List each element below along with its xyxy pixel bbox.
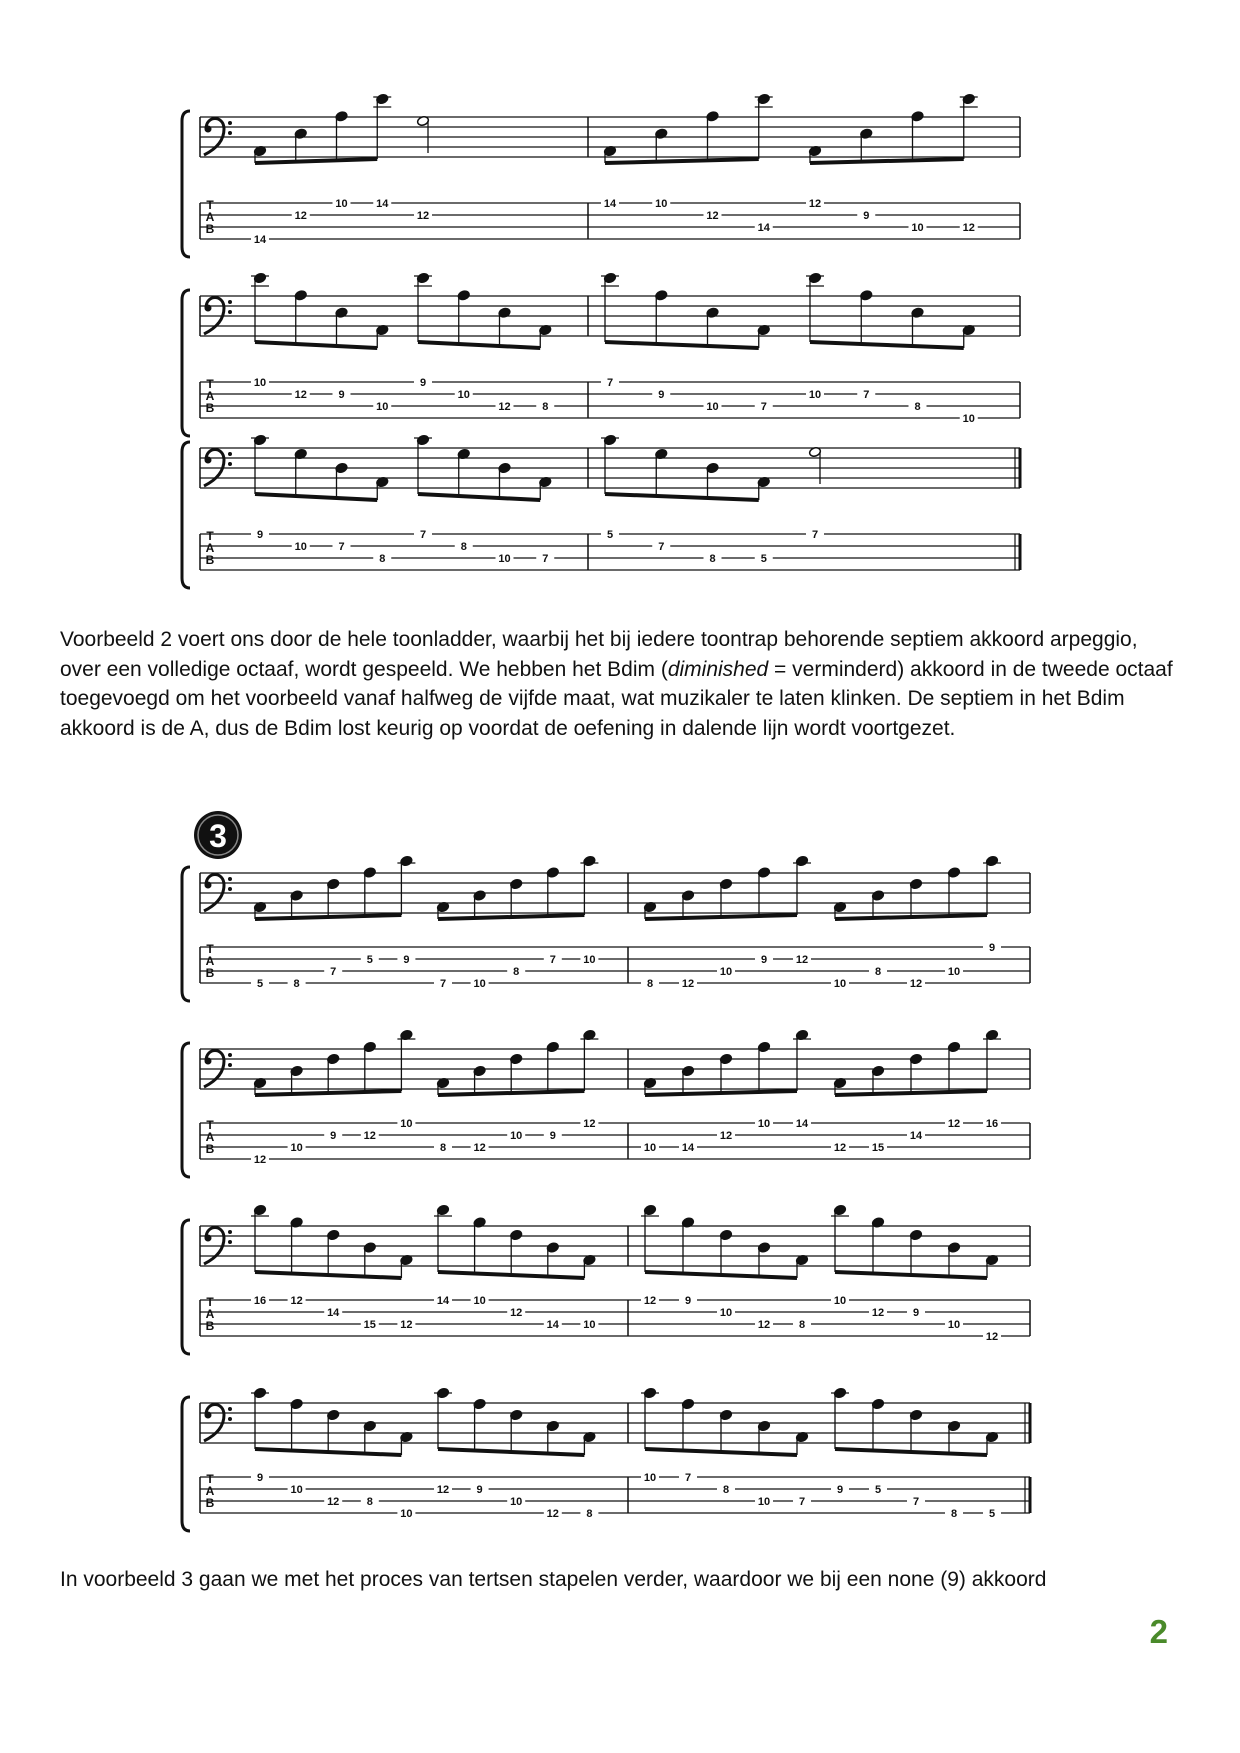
clef-dot xyxy=(228,131,232,135)
tab-number: 14 xyxy=(376,198,389,210)
tab-number: 5 xyxy=(760,553,767,565)
tab-number: 10 xyxy=(498,553,511,565)
tab-number: 5 xyxy=(366,954,373,966)
example-3-badge xyxy=(194,811,242,859)
beat-group xyxy=(414,115,432,222)
beat-group xyxy=(831,1387,1001,1520)
tab-number: 8 xyxy=(513,966,520,978)
tab-number: 7 xyxy=(439,978,447,990)
example-2-system-3 xyxy=(182,434,1020,588)
tab-number: 14 xyxy=(546,1319,559,1331)
tab-number: 10 xyxy=(808,389,822,401)
beat-group xyxy=(251,855,415,990)
tab-letter: B xyxy=(205,1319,215,1333)
example-3-system-4 xyxy=(182,1387,1030,1531)
tab-number: 9 xyxy=(256,1472,264,1484)
tab-number: 10 xyxy=(643,1472,657,1484)
beam xyxy=(810,342,964,348)
tab-number: 12 xyxy=(510,1307,523,1319)
tab-number: 12 xyxy=(795,954,809,966)
tab-number: 12 xyxy=(498,401,511,413)
tab-number: 9 xyxy=(549,1130,556,1142)
tab-number: 8 xyxy=(722,1484,730,1496)
clef-dot xyxy=(228,877,232,881)
notation-staff xyxy=(200,1049,1030,1089)
tab-letter: B xyxy=(205,966,215,980)
tab-number: 12 xyxy=(871,1307,885,1319)
tab-number: 7 xyxy=(338,541,345,553)
clef-dot xyxy=(205,126,212,133)
tab-number: 12 xyxy=(290,1295,303,1307)
tab-letter: T xyxy=(206,942,214,956)
tab-letter: A xyxy=(205,389,215,403)
beam xyxy=(835,915,987,919)
tab-number: 10 xyxy=(473,978,486,990)
clef-dot xyxy=(205,882,212,889)
system-bracket xyxy=(182,290,190,436)
system-bracket xyxy=(182,867,190,1001)
tab-number: 8 xyxy=(460,541,467,553)
tab-number: 9 xyxy=(760,954,768,966)
tab-number: 10 xyxy=(947,1319,961,1331)
tab-number: 12 xyxy=(400,1319,413,1331)
tab-number: 12 xyxy=(327,1496,340,1508)
tab-number: 5 xyxy=(874,1484,882,1496)
tab-number: 8 xyxy=(542,401,549,413)
beam xyxy=(418,494,540,500)
tab-number: 10 xyxy=(290,1484,303,1496)
tab-number: 12 xyxy=(681,978,695,990)
tab-number: 10 xyxy=(294,541,307,553)
tab-number: 10 xyxy=(510,1496,523,1508)
beam xyxy=(605,494,759,500)
example-2-system-2 xyxy=(182,272,1020,436)
beat-group xyxy=(251,272,391,413)
tab-letter: B xyxy=(205,222,215,236)
tab-number: 9 xyxy=(988,942,996,954)
badge-number: 3 xyxy=(209,818,227,854)
tab-number: 14 xyxy=(603,198,617,210)
tab-number: 10 xyxy=(833,1295,847,1307)
system-bracket xyxy=(182,1043,190,1177)
system-bracket xyxy=(182,1397,190,1531)
tab-number: 10 xyxy=(757,1496,771,1508)
beam xyxy=(255,915,401,919)
beat-group xyxy=(601,272,773,413)
tab-number: 7 xyxy=(798,1496,806,1508)
tab-number: 9 xyxy=(419,377,427,389)
tab-letter: T xyxy=(206,198,214,212)
tab-letter: A xyxy=(205,1130,215,1144)
tab-letter: T xyxy=(206,1118,214,1132)
tab-number: 10 xyxy=(376,401,389,413)
tab-number: 14 xyxy=(681,1142,695,1154)
tab-number: 7 xyxy=(658,541,665,553)
clef-dot xyxy=(228,300,232,304)
system-bracket xyxy=(182,111,190,257)
beat-group xyxy=(434,1387,598,1520)
example-3-system-3 xyxy=(182,1204,1030,1354)
system-bracket xyxy=(182,1220,190,1354)
tab-number: 14 xyxy=(327,1307,340,1319)
clef-dot xyxy=(228,310,232,314)
tab-number: 14 xyxy=(909,1130,923,1142)
clef-dot xyxy=(228,887,232,891)
clef-dot xyxy=(228,1053,232,1057)
clef-dot xyxy=(205,457,212,464)
tab-number: 7 xyxy=(419,529,427,541)
tab-number: 12 xyxy=(643,1295,657,1307)
tab-number: 5 xyxy=(988,1508,996,1520)
tab-number: 12 xyxy=(583,1118,596,1130)
tab-number: 10 xyxy=(833,978,847,990)
tab-number: 8 xyxy=(586,1508,593,1520)
beam xyxy=(255,342,377,348)
tab-number: 12 xyxy=(719,1130,733,1142)
tab-number: 10 xyxy=(510,1130,523,1142)
clef-dot xyxy=(228,1063,232,1067)
tab-number: 14 xyxy=(436,1295,450,1307)
tab-letter: B xyxy=(205,1496,215,1510)
beam xyxy=(255,494,377,500)
beam xyxy=(810,159,964,163)
tab-number: 10 xyxy=(400,1508,413,1520)
tab-number: 9 xyxy=(330,1130,337,1142)
tab-number: 7 xyxy=(760,401,767,413)
tab-number: 9 xyxy=(403,954,410,966)
tab-number: 12 xyxy=(947,1118,961,1130)
tab-number: 10 xyxy=(706,401,719,413)
tab-letter: A xyxy=(205,210,215,224)
beat-group xyxy=(831,1204,1001,1343)
beat-group xyxy=(414,272,554,413)
system-bracket xyxy=(182,442,190,588)
tab-number: 5 xyxy=(256,978,264,990)
tab-number: 7 xyxy=(549,954,556,966)
tab-number: 8 xyxy=(950,1508,958,1520)
tab-number: 9 xyxy=(256,529,264,541)
tab-number: 10 xyxy=(473,1295,486,1307)
tab-number: 10 xyxy=(335,198,348,210)
tab-number: 8 xyxy=(874,966,882,978)
notation-staff xyxy=(200,448,1020,488)
tab-letter: T xyxy=(206,377,214,391)
notation-staff xyxy=(200,296,1020,336)
notation-staff xyxy=(200,1226,1030,1266)
paragraph-1-part-a: Voorbeeld 2 voert ons door de hele toonladder, waarbij het bij iedere toontrap behorende septiem akkoord arpeggio, over een volledige octaaf, wordt gespeeld. We hebben het Bdim ( xyxy=(60,628,1138,681)
notation-staff xyxy=(200,1403,1030,1443)
example-2-system-1 xyxy=(182,93,1020,257)
beat-group xyxy=(641,855,811,990)
tab-number: 7 xyxy=(330,966,337,978)
beam xyxy=(438,915,584,919)
tab-number: 10 xyxy=(719,1307,733,1319)
tab-number: 8 xyxy=(379,553,386,565)
tab-number: 10 xyxy=(911,222,924,234)
page-number: 2 xyxy=(1149,1613,1168,1650)
tab-letter: A xyxy=(205,541,215,555)
clef-dot xyxy=(205,305,212,312)
clef-dot xyxy=(228,1407,232,1411)
tab-number: 9 xyxy=(912,1307,920,1319)
tab-number: 10 xyxy=(457,389,470,401)
beam xyxy=(418,342,540,348)
tab-number: 7 xyxy=(863,389,870,401)
tab-number: 10 xyxy=(757,1118,771,1130)
tab-number: 12 xyxy=(363,1130,376,1142)
tab-number: 9 xyxy=(338,389,345,401)
tab-letter: B xyxy=(205,401,215,415)
tab-number: 10 xyxy=(290,1142,303,1154)
tab-number: 10 xyxy=(583,1319,596,1331)
beam xyxy=(605,159,759,163)
tab-number: 8 xyxy=(709,553,716,565)
tab-number: 8 xyxy=(646,978,654,990)
tab-number: 12 xyxy=(985,1331,999,1343)
tab-number: 16 xyxy=(985,1118,999,1130)
tab-number: 12 xyxy=(757,1319,771,1331)
clef-dot xyxy=(205,1412,212,1419)
tab-number: 12 xyxy=(253,1154,267,1166)
tab-number: 8 xyxy=(439,1142,447,1154)
tab-number: 12 xyxy=(416,210,430,222)
clef-dot xyxy=(228,1417,232,1421)
tab-number: 10 xyxy=(719,966,733,978)
tab-number: 9 xyxy=(684,1295,692,1307)
tab-letter: T xyxy=(206,1295,214,1309)
tab-number: 8 xyxy=(293,978,300,990)
tab-number: 12 xyxy=(808,198,822,210)
beam xyxy=(835,1091,987,1095)
tab-number: 10 xyxy=(643,1142,657,1154)
beat-group xyxy=(641,1387,811,1508)
tab-letter: A xyxy=(205,1307,215,1321)
beat-group xyxy=(601,93,773,234)
clef-dot xyxy=(205,1058,212,1065)
tab-letter: T xyxy=(206,529,214,543)
tab-number: 9 xyxy=(476,1484,483,1496)
clef-dot xyxy=(228,452,232,456)
example-3-system-2 xyxy=(182,1029,1030,1177)
tab-number: 9 xyxy=(836,1484,844,1496)
tab-number: 7 xyxy=(684,1472,692,1484)
tab-number: 8 xyxy=(798,1319,806,1331)
tab-number: 9 xyxy=(863,210,870,222)
tab-number: 8 xyxy=(914,401,921,413)
clef-dot xyxy=(228,1240,232,1244)
paragraph-example-2 xyxy=(60,625,1180,743)
paragraph-example-3: In voorbeeld 3 gaan we met het proces van tertsen stapelen verder, waardoor we bij een none (9) akkoord xyxy=(60,1568,1047,1591)
tab-number: 10 xyxy=(400,1118,413,1130)
tab-number: 12 xyxy=(962,222,975,234)
tab-letter: A xyxy=(205,954,215,968)
notation-staff xyxy=(200,873,1030,913)
tab-number: 12 xyxy=(436,1484,450,1496)
tab-number: 12 xyxy=(909,978,923,990)
beam xyxy=(255,1091,401,1095)
tab-letter: B xyxy=(205,1142,215,1156)
tab-number: 14 xyxy=(253,234,267,246)
clef-dot xyxy=(228,462,232,466)
tab-number: 5 xyxy=(606,529,614,541)
beam xyxy=(438,1091,584,1095)
clef-dot xyxy=(205,1235,212,1242)
tab-number: 14 xyxy=(795,1118,809,1130)
tab-letter: T xyxy=(206,1472,214,1486)
tab-letter: A xyxy=(205,1484,215,1498)
beat-group xyxy=(806,272,978,425)
tab-number: 10 xyxy=(947,966,961,978)
tab-number: 7 xyxy=(606,377,614,389)
tab-number: 16 xyxy=(253,1295,267,1307)
tab-number: 14 xyxy=(757,222,770,234)
tab-number: 12 xyxy=(294,210,307,222)
tab-number: 12 xyxy=(546,1508,559,1520)
paragraph-1-part-b: = verminderd) akkoord in de tweede octaaf toegevoegd om het voorbeeld vanaf halfweg de vijfde maat, wat muzikaler te laten klinken. De septiem in het Bdim akkoord is de A, dus de Bdim lost keurig op voordat de oefening in dalende lijn wordt voortgezet. xyxy=(60,657,1173,740)
tab-number: 12 xyxy=(294,389,307,401)
tab-number: 8 xyxy=(366,1496,373,1508)
beat-group xyxy=(251,93,391,246)
beam xyxy=(645,1091,797,1095)
clef-dot xyxy=(228,1230,232,1234)
tab-number: 10 xyxy=(962,413,975,425)
beat-group xyxy=(251,1387,415,1520)
beat-group xyxy=(806,446,824,541)
tab-number: 15 xyxy=(363,1319,376,1331)
tab-number: 7 xyxy=(912,1496,920,1508)
beam xyxy=(605,342,759,348)
tab-letter: B xyxy=(205,553,215,567)
clef-dot xyxy=(228,121,232,125)
tab-number: 15 xyxy=(871,1142,885,1154)
beam xyxy=(645,915,797,919)
example-3-system-1 xyxy=(182,855,1030,1001)
tab-number: 9 xyxy=(658,389,665,401)
tab-number: 12 xyxy=(706,210,719,222)
beat-group xyxy=(251,1029,415,1166)
paragraph-1-italic: diminished xyxy=(667,657,769,681)
tab-number: 7 xyxy=(811,529,819,541)
tab-number: 10 xyxy=(253,377,267,389)
tab-number: 7 xyxy=(542,553,549,565)
tab-number: 10 xyxy=(655,198,668,210)
beat-group xyxy=(806,93,978,234)
tab-number: 12 xyxy=(473,1142,486,1154)
tab-number: 10 xyxy=(583,954,596,966)
beat-group xyxy=(434,855,598,990)
beam xyxy=(255,159,377,163)
beat-group xyxy=(831,855,1001,990)
tab-number: 12 xyxy=(833,1142,847,1154)
